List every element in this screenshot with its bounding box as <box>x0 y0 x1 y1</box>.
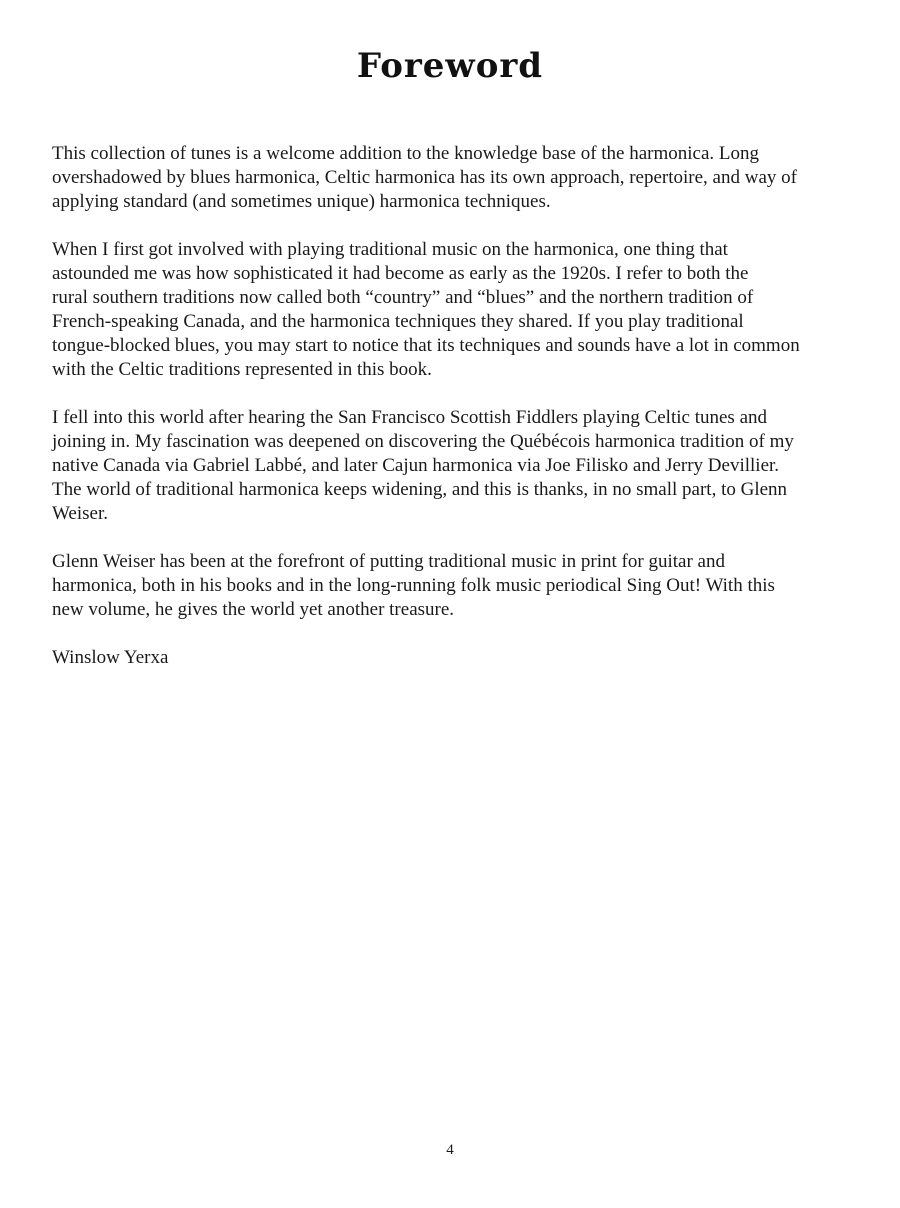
text-line: The world of traditional harmonica keeps widening, and this is thanks, in no small part, to Glenn <box>52 479 788 500</box>
author-signature: Winslow Yerxa <box>52 647 169 668</box>
text-line: overshadowed by blues harmonica, Celtic harmonica has its own approach, repertoire, and way of <box>52 167 797 188</box>
text-line: joining in. My fascination was deepened on discovering the Québécois harmonica tradition of my <box>52 431 794 452</box>
text-line: I fell into this world after hearing the San Francisco Scottish Fiddlers playing Celtic tunes and <box>52 407 767 428</box>
text-line: This collection of tunes is a welcome addition to the knowledge base of the harmonica. Long <box>52 143 760 164</box>
page-number: 4 <box>446 1142 454 1158</box>
foreword-body <box>52 142 852 694</box>
text-line: with the Celtic traditions represented in this book. <box>52 359 432 380</box>
text-line: rural southern traditions now called both “country” and “blues” and the northern tradition of <box>52 287 754 308</box>
page-title: Foreword <box>356 46 544 86</box>
text-line: tongue-blocked blues, you may start to notice that its techniques and sounds have a lot in common <box>52 335 800 356</box>
text-line: When I first got involved with playing traditional music on the harmonica, one thing that <box>52 239 728 260</box>
text-line: native Canada via Gabriel Labbé, and later Cajun harmonica via Joe Filisko and Jerry Devillier. <box>52 455 780 476</box>
text-line: new volume, he gives the world yet another treasure. <box>52 599 455 620</box>
text-line: astounded me was how sophisticated it had become as early as the 1920s. I refer to both the <box>52 263 749 284</box>
paragraph-2 <box>52 238 852 382</box>
text-line: harmonica, both in his books and in the long-running folk music periodical Sing Out! With this <box>52 575 775 596</box>
text-line: applying standard (and sometimes unique) harmonica techniques. <box>52 191 551 212</box>
text-line: Glenn Weiser has been at the forefront of putting traditional music in print for guitar and <box>52 551 725 572</box>
text-line: Weiser. <box>52 503 108 524</box>
paragraph-4 <box>52 550 852 622</box>
text-line: French-speaking Canada, and the harmonica techniques they shared. If you play traditional <box>52 311 744 332</box>
paragraph-1 <box>52 142 852 214</box>
paragraph-3 <box>52 406 852 526</box>
